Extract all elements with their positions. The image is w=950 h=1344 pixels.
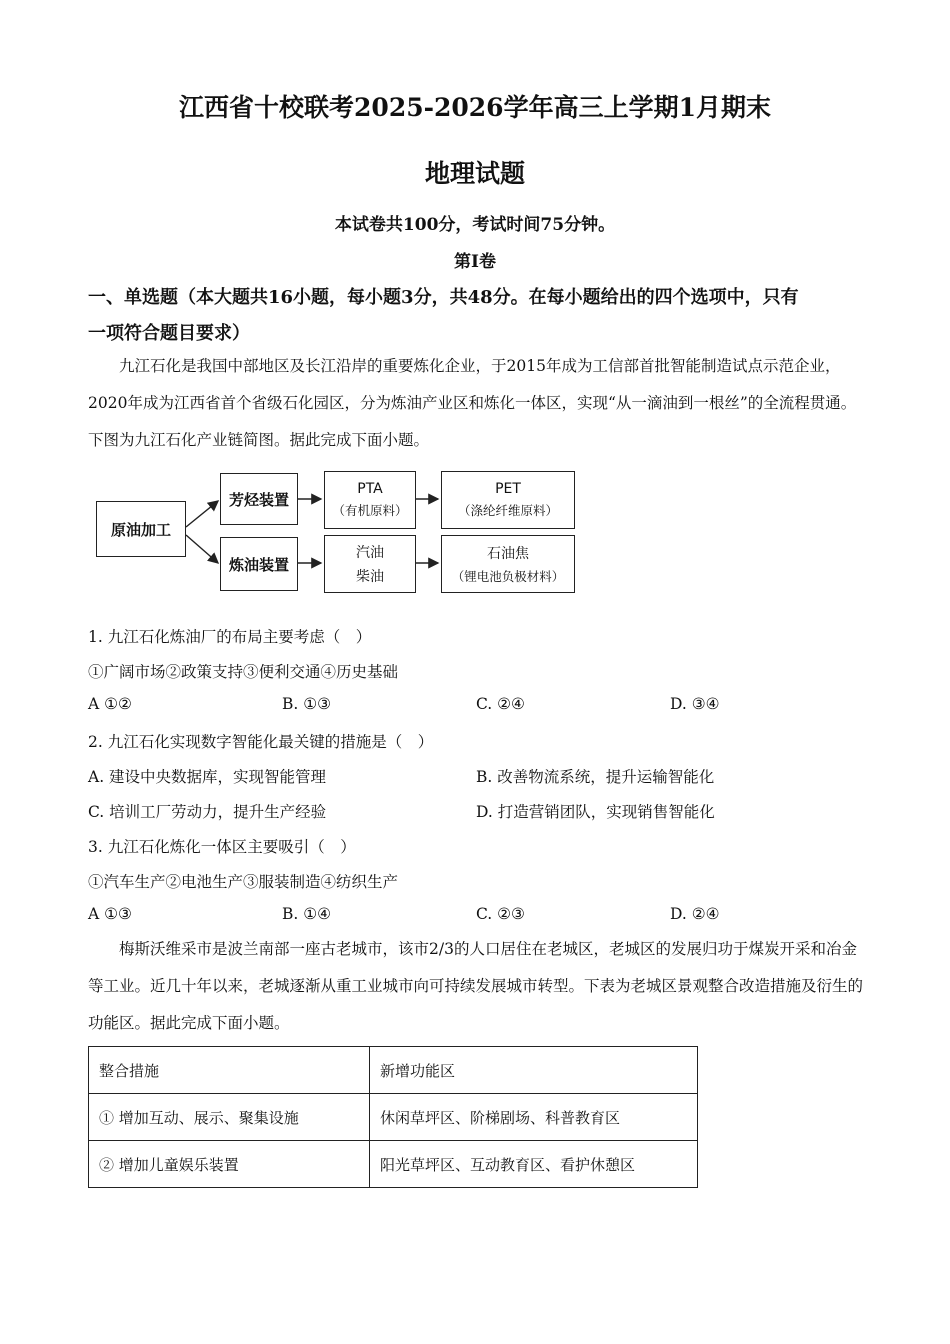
q3-option-c[interactable]: C. ②③ [476,905,525,923]
pet-note: （涤纶纤维原料） [457,503,558,518]
q2-option-c[interactable]: C. 培训工厂劳动力，提升生产经验 [88,803,327,821]
table-cell: 阳光草坪区、互动教育区、看护休憩区 [370,1141,698,1188]
pta-box [324,471,416,529]
section-heading-line2: 一项符合题目要求） [88,323,250,344]
pta-label: PTA [357,481,383,497]
table-header-cell: 整合措施 [89,1047,370,1094]
arrow-to-aromatics [186,501,218,527]
passage-1: 九江石化是我国中部地区及长江沿岸的重要炼化企业，于2015年成为工信部首批智能制造试点示范企业，2020年成为江西省首个省级石化园区，分为炼油产业区和炼化一体区，实现“从一滴油到一根丝”的全流程贯通。下图为九江石化产业链简图。据此完成下面小题。 [88,357,857,449]
pet-label: PET [495,481,521,497]
q1-option-d[interactable]: D. ③④ [670,695,720,713]
section-heading-line1: 一、单选题（本大题共16小题，每小题3分，共48分。在每小题给出的四个选项中，只有 [88,287,799,308]
q3-statements: ①汽车生产②电池生产③服装制造④纺织生产 [88,873,399,891]
q2-option-a[interactable]: A. 建设中央数据库，实现智能管理 [88,768,327,786]
q2-stem: 2. 九江石化实现数字智能化最关键的措施是（ ） [88,733,434,751]
aromatics-unit-label: 芳烃装置 [228,490,289,509]
q3-option-b[interactable]: B. ①④ [282,905,332,923]
fuel-box [324,535,416,593]
exam-info: 本试卷共100分，考试时间75分钟。 [334,215,616,235]
table-row [89,1094,698,1141]
q3-option-a[interactable]: A ①③ [88,905,132,923]
table-row [89,1141,698,1188]
refinery-unit-box [220,537,298,591]
table-cell: ② 增加儿童娱乐装置 [89,1141,370,1188]
q1-option-a[interactable]: A ①② [88,695,132,713]
table-header-row [89,1047,698,1094]
crude-processing-box [96,501,186,557]
q1-option-b[interactable]: B. ①③ [282,695,332,713]
aromatics-unit-box [220,473,298,525]
passage-2: 梅斯沃维采市是波兰南部一座古老城市，该市2/3的人口居住在老城区，老城区的发展归功于煤炭开采和冶金等工业。近几十年以来，老城逐渐从重工业城市向可持续发展城市转型。下表为老城区景观整合改造措施及衍生的功能区。据此完成下面小题。 [88,940,864,1032]
q3-option-d[interactable]: D. ②④ [670,905,720,923]
coke-note: （锂电池负极材料） [451,569,565,584]
q2-option-b[interactable]: B. 改善物流系统，提升运输智能化 [476,768,715,786]
q1-stem: 1. 九江石化炼油厂的布局主要考虑（ ） [88,628,372,646]
page-title: 江西省十校联考2025-2026学年高三上学期1月期末 [179,93,771,122]
table-cell: ① 增加互动、展示、聚集设施 [89,1094,370,1141]
crude-processing-label: 原油加工 [110,520,171,539]
pet-box [441,471,575,529]
industry-chain-diagram [88,465,588,595]
q2-option-d[interactable]: D. 打造营销团队，实现销售智能化 [476,803,715,821]
q1-option-c[interactable]: C. ②④ [476,695,525,713]
pta-note: （有机原料） [332,503,408,518]
table-header-cell: 新增功能区 [370,1047,698,1094]
arrow-to-refinery [186,535,218,563]
coke-label: 石油焦 [487,546,529,562]
page-subtitle: 地理试题 [424,159,525,188]
table-cell: 休闲草坪区、阶梯剧场、科普教育区 [370,1094,698,1141]
landscape-table [88,1046,698,1188]
coke-box [441,535,575,593]
fuel-line1: 汽油 [356,545,384,561]
volume-label: 第I卷 [454,252,496,272]
refinery-unit-label: 炼油装置 [228,555,289,574]
q1-statements: ①广阔市场②政策支持③便利交通④历史基础 [88,663,399,681]
q3-stem: 3. 九江石化炼化一体区主要吸引（ ） [88,838,356,856]
fuel-line2: 柴油 [356,569,384,585]
